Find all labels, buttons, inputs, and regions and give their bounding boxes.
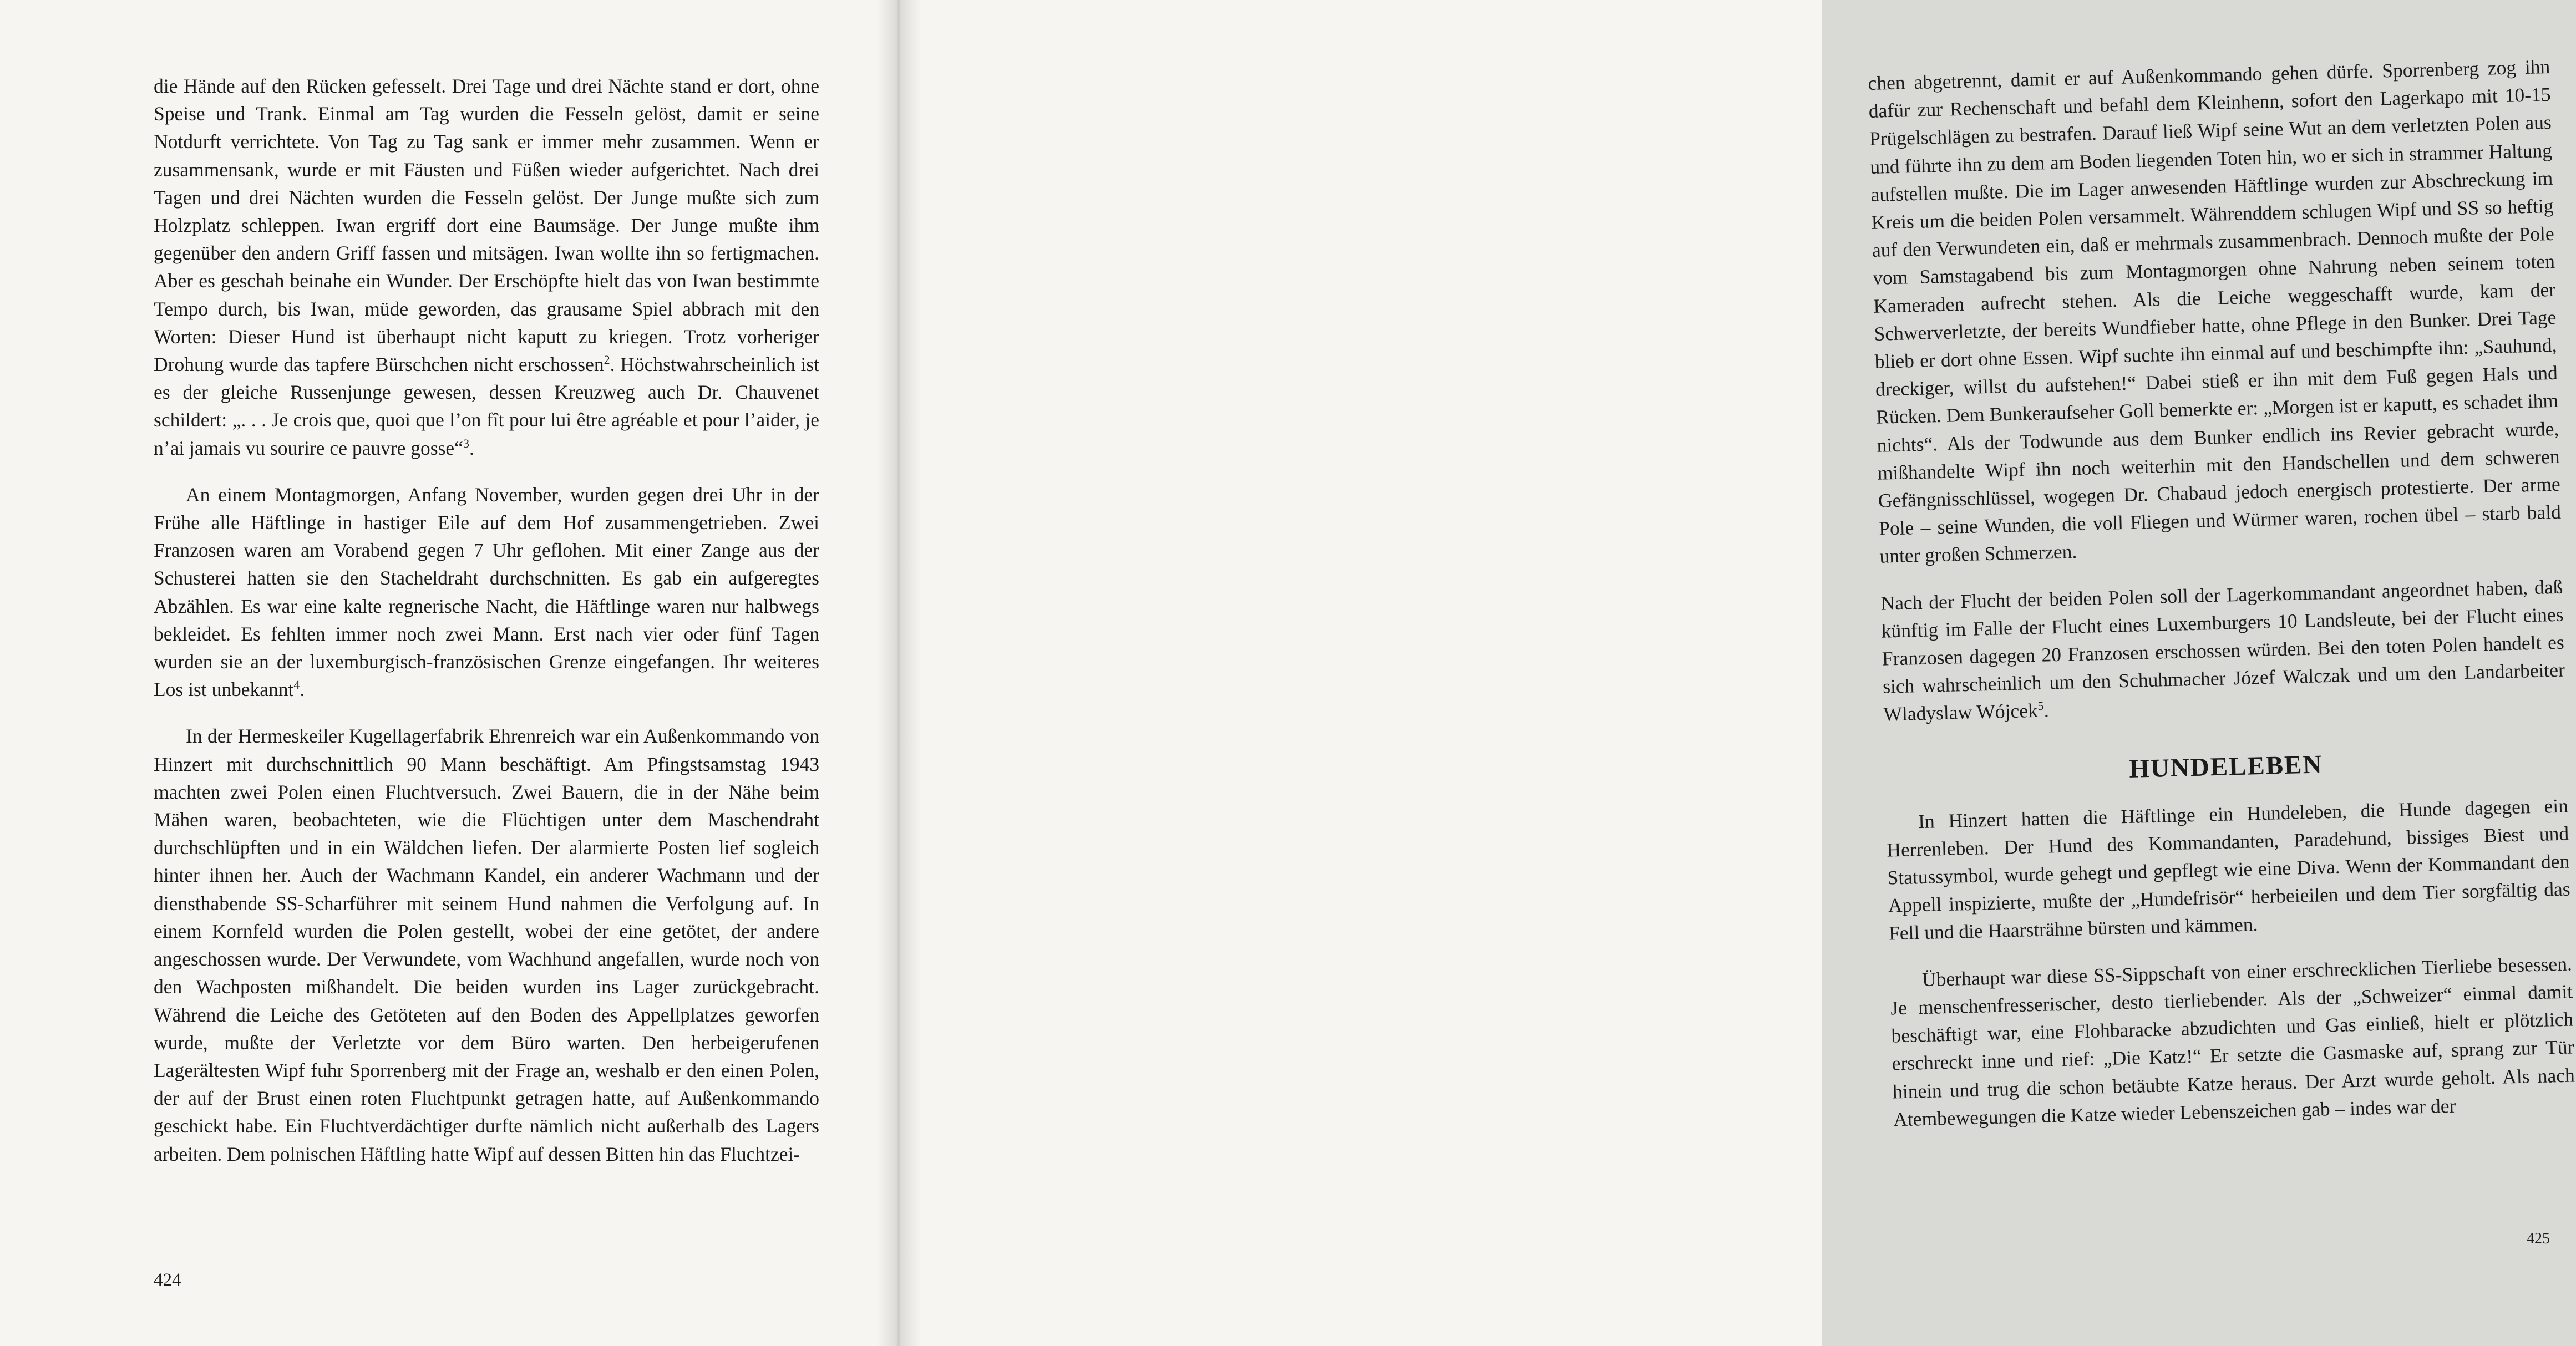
right-text-column [1868, 53, 2576, 1133]
left-paragraph-1-text: die Hände auf den Rücken gefesselt. Drei Tage und drei Nächte stand er dort, ohne Speise und Trank. Einmal am Tag wurden die Fesseln gelöst, damit er seine Notdurft verrichtete. Von Tag zu Tag sank er immer mehr zusammen. Wenn er zusammensank, wurde er mit Fäusten und Füßen wieder aufgerichtet. Nach drei Tagen und drei Nächten wurden die Fesseln gelöst. Der Junge mußte sich zum Holzplatz schleppen. Iwan ergriff dort eine Baumsäge. Der Junge mußte ihm gegenüber den andern Griff fassen und mitsägen. Iwan wollte ihn so fertigmachen. Aber es geschah beinahe ein Wunder. Der Erschöpfte hielt das von Iwan bestimmte Tempo durch, bis Iwan, müde geworden, das grausame Spiel abbrach mit den Worten: Dieser Hund ist überhaupt nicht kaputt zu kriegen. Trotz vorheriger Drohung wurde das tapfere Bürschchen nicht erschossen [154, 75, 819, 376]
footnote-ref-2: 2 [604, 353, 610, 367]
footnote-ref-4: 4 [293, 678, 300, 692]
left-page [0, 0, 899, 1346]
book-gutter [876, 0, 921, 1346]
page-number-right: 425 [2527, 1230, 2550, 1247]
left-paragraph-3: In der Hermeskeiler Kugellagerfabrik Ehrenreich war ein Außenkommando von Hinzert mit durchschnittlich 90 Mann beschäftigt. Am Pfingstsamstag 1943 machten zwei Polen einen Fluchtversuch. Zwei Bauern, die in der Nähe beim Mähen waren, beobachteten, wie die Flüchtigen unter dem Maschendraht durchschlüpften und in ein Wäldchen liefen. Der alarmierte Posten lief sogleich hinter ihnen her. Auch der Wachmann Kandel, ein anderer Wachmann und der diensthabende SS-Scharführer mit seinem Hund nahmen die Verfolgung auf. In einem Kornfeld wurden die Polen gestellt, wobei der eine getötet, der andere angeschossen wurde. Der Verwundete, vom Wachhund angefallen, wurde noch von den Wachposten mißhandelt. Die beiden wurden ins Lager zurückgebracht. Während die Leiche des Getöteten auf den Boden des Appellplatzes geworfen wurde, mußte der Verletzte vor dem Büro warten. Den herbeigerufenen Lagerältesten Wipf fuhr Sporrenberg mit der Frage an, weshalb er den einen Polen, der auf der Brust einen roten Fluchtpunkt getragen hatte, auf Außenkommando geschickt habe. Ein Fluchtverdächtiger durfte nämlich nicht außerhalb des Lagers arbeiten. Dem polnischen Häftling hatte Wipf auf dessen Bitten hin das Fluchtzei- [154, 725, 819, 1165]
left-paragraph-1-end: . [469, 436, 474, 459]
footnote-ref-5: 5 [2037, 699, 2044, 713]
right-paragraph-2 [1880, 572, 2566, 728]
left-paragraph-1 [154, 72, 819, 462]
left-paragraph-2-text: An einem Montagmorgen, Anfang November, wurden gegen drei Uhr in der Frühe alle Häftlinge in hastiger Eile auf dem Hof zusammengetrieben. Zwei Franzosen waren am Vorabend gegen 7 Uhr geflohen. Mit einer Zange aus der Schusterei hatten sie den Stacheldraht durchschnitten. Es gab ein aufgeregtes Abzählen. Es war eine kalte regnerische Nacht, die Häftlinge waren nur halbwegs bekleidet. Es fehlten immer noch zwei Mann. Erst nach vier oder fünf Tagen wurden sie an der luxemburgisch-französischen Grenze eingefangen. Ihr weiteres Los ist unbekannt [154, 483, 819, 701]
footnote-ref-3: 3 [463, 436, 469, 450]
left-text-column [154, 72, 819, 1168]
right-paragraph-3: In Hinzert hatten die Häftlinge ein Hundeleben, die Hunde dagegen ein Herrenleben. Der Hund des Kommandanten, Paradehund, bissiges Biest und Statussymbol, wurde gehegt und gepflegt wie eine Diva. Wenn der Kommandant den Appell inspizierte, mußte der „Hundefrisör“ herbeieilen und dem Tier sorgfältig das Fell und die Haarsträhne bürsten und kämmen. [1886, 794, 2570, 945]
right-paragraph-2-end: . [2043, 699, 2050, 722]
right-page [899, 0, 2575, 1346]
left-paragraph-2 [154, 481, 819, 704]
left-paragraph-2-end: . [300, 678, 305, 701]
right-paragraph-2-text: Nach der Flucht der beiden Polen soll der Lagerkommandant angeordnet haben, daß künftig im Falle der Flucht eines Luxemburgers 10 Landsleute, bei der Flucht eines Franzosen dagegen 20 Franzosen erschossen würden. Bei den toten Polen handelt es sich wahrscheinlich um den Schuhmacher Józef Walczak und um den Landarbeiter Wladyslaw Wójcek [1880, 575, 2565, 726]
left-paragraph-1-continuation: . Höchstwahrscheinlich ist es der gleiche Russenjunge gewesen, dessen Kreuzweg auch Dr. Chauvenet schildert: „. . . Je crois que, quoi que l’on fît pour lui être agréable et pour l’aider, je n’ai jamais vu sourire ce pauvre gosse“ [154, 353, 819, 459]
right-paragraph-1: chen abgetrennt, damit er auf Außenkommando gehen dürfe. Sporrenberg zog ihn dafür zur Rechenschaft und befahl dem Kleinhenn, sofort den Lagerkapo mit 10-15 Prügelschlägen zu bestrafen. Darauf ließ Wipf seine Wut an dem verletzten Polen aus und führte ihn zu dem am Boden liegenden Toten hin, wo er sich in strammer Haltung aufstellen mußte. Die im Lager anwesenden Häftlinge wurden zur Abschreckung im Kreis um die beiden Polen versammelt. Währenddem schlugen Wipf und SS so heftig auf den Verwundeten ein, daß er mehrmals zusammenbrach. Dennoch mußte der Pole vom Samstagabend bis zum Montagmorgen ohne Nahrung neben seinem toten Kameraden aufrecht stehen. Als die Leiche weggeschafft wurde, kam der Schwerverletzte, der bereits Wundfieber hatte, ohne Pflege in den Bunker. Drei Tage blieb er dort ohne Essen. Wipf suchte ihn einmal auf und beschimpfte ihn: „Sauhund, dreckiger, willst du aufstehen!“ Dabei stieß er ihn mit dem Fuß gegen Hals und Rücken. Dem Bunkeraufseher Goll bemerkte er: „Morgen ist er kaputt, es schadet ihm nichts“. Als der Todwunde aus dem Bunker endlich ins Revier gebracht wurde, mißhandelte Wipf ihn noch weiterhin mit den Handschellen und dem schweren Gefängnisschlüssel, wogegen Dr. Chabaud jedoch energisch protestierte. Der arme Pole – seine Wunden, die voll Fliegen und Würmer waren, rochen übel – starb bald unter großen Schmerzen. [1868, 55, 2562, 568]
page-number-left: 424 [154, 1270, 181, 1290]
right-paragraph-4: Überhaupt war diese SS-Sippschaft von einer erschrecklichen Tierliebe besessen. Je menschenfresserischer, desto tierliebender. Als der „Schweizer“ einmal damit beschäftigt war, eine Flohbaracke abzudichten und Gas einließ, hielt er plötzlich erschreckt inne und rief: „Die Katz!“ Er setzte die Gasmaske auf, sprang zur Tür hinein und trug die schon betäubte Katze heraus. Der Arzt wurde geholt. Als nach Atembewegungen die Katze wieder Lebenszeichen gab – indes war der [1890, 952, 2575, 1131]
section-heading: HUNDELEBEN [2128, 750, 2324, 784]
